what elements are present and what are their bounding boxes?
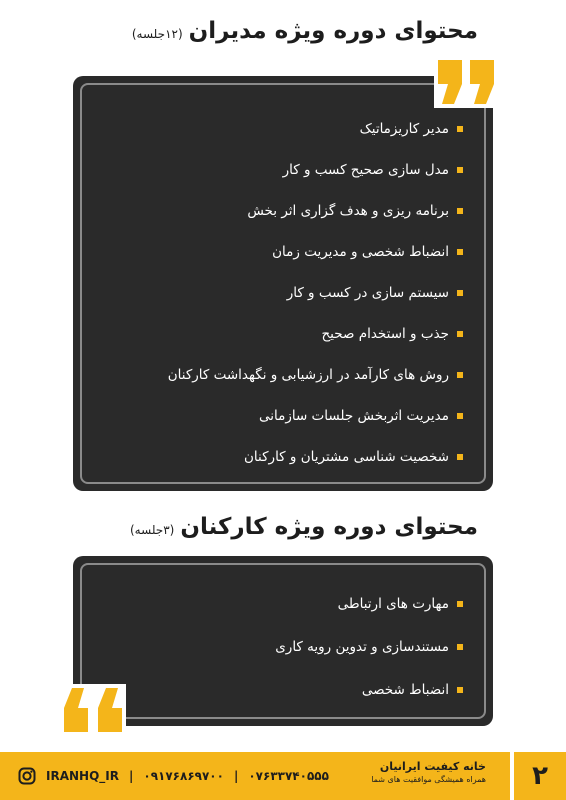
instagram-icon bbox=[18, 767, 36, 785]
phone-mobile: ۰۹۱۷۶۸۶۹۷۰۰ bbox=[143, 769, 224, 783]
list-item-text: جذب و استخدام صحیح bbox=[321, 325, 449, 342]
staff-topic-list bbox=[275, 582, 463, 711]
bullet-square-icon bbox=[457, 687, 463, 693]
quote-open-icon bbox=[60, 684, 126, 736]
bullet-square-icon bbox=[457, 601, 463, 607]
bullet-square-icon bbox=[457, 249, 463, 255]
list-item bbox=[168, 231, 463, 272]
page-number-box bbox=[510, 752, 566, 800]
list-item bbox=[168, 436, 463, 477]
list-item-text: شخصیت شناسی مشتریان و کارکنان bbox=[244, 448, 449, 465]
list-item bbox=[168, 190, 463, 231]
brand-block bbox=[371, 760, 486, 784]
section1-heading bbox=[132, 18, 478, 44]
list-item bbox=[168, 108, 463, 149]
section1-title: محتوای دوره ویژه مدیران bbox=[188, 18, 478, 44]
footer-bar bbox=[0, 752, 566, 800]
list-item bbox=[168, 272, 463, 313]
list-item-text: مدل سازی صحیح کسب و کار bbox=[282, 161, 449, 178]
bullet-square-icon bbox=[457, 290, 463, 296]
bullet-square-icon bbox=[457, 167, 463, 173]
list-item-text: سیستم سازی در کسب و کار bbox=[286, 284, 449, 301]
brand-name: خانه کیفیت ایرانیان bbox=[379, 760, 486, 773]
section2-session-count: (۳جلسه) bbox=[130, 523, 175, 537]
managers-topic-list bbox=[168, 108, 463, 477]
list-item bbox=[275, 625, 463, 668]
list-item-text: برنامه ریزی و هدف گزاری اثر بخش bbox=[247, 202, 449, 219]
section2-title: محتوای دوره ویژه کارکنان bbox=[180, 514, 478, 540]
list-item bbox=[168, 395, 463, 436]
list-item bbox=[275, 668, 463, 711]
list-item-text: روش های کارآمد در ارزشیابی و نگهداشت کارکنان bbox=[167, 366, 449, 383]
list-item-text: مستندسازی و تدوین رویه کاری bbox=[275, 638, 449, 655]
bullet-square-icon bbox=[457, 454, 463, 460]
staff-course-panel bbox=[73, 556, 493, 726]
managers-course-panel bbox=[73, 76, 493, 491]
bullet-square-icon bbox=[457, 644, 463, 650]
bullet-square-icon bbox=[457, 208, 463, 214]
list-item-text: انضباط شخصی bbox=[361, 681, 449, 698]
list-item bbox=[168, 354, 463, 395]
separator: | bbox=[233, 769, 239, 783]
quote-close-icon bbox=[434, 56, 500, 108]
bullet-square-icon bbox=[457, 372, 463, 378]
bullet-square-icon bbox=[457, 126, 463, 132]
list-item-text: مدیر کاریزماتیک bbox=[359, 120, 449, 137]
list-item bbox=[168, 313, 463, 354]
bullet-square-icon bbox=[457, 413, 463, 419]
phone-office: ۰۷۶۳۳۷۴۰۵۵۵ bbox=[248, 769, 329, 783]
brand-tagline: همراه همیشگی موافقیت های شما bbox=[371, 775, 486, 784]
instagram-handle: IRANHQ_IR bbox=[46, 769, 119, 783]
list-item-text: مدیریت اثربخش جلسات سازمانی bbox=[258, 407, 449, 424]
section1-session-count: (۱۲جلسه) bbox=[131, 27, 183, 41]
list-item-text: مهارت های ارتباطی bbox=[337, 595, 449, 612]
section2-heading bbox=[130, 514, 478, 540]
bullet-square-icon bbox=[457, 331, 463, 337]
contact-info bbox=[18, 752, 329, 800]
list-item-text: انضباط شخصی و مدیریت زمان bbox=[272, 243, 449, 260]
page-number: ۲ bbox=[532, 761, 548, 791]
list-item bbox=[168, 149, 463, 190]
separator: | bbox=[128, 769, 134, 783]
list-item bbox=[275, 582, 463, 625]
